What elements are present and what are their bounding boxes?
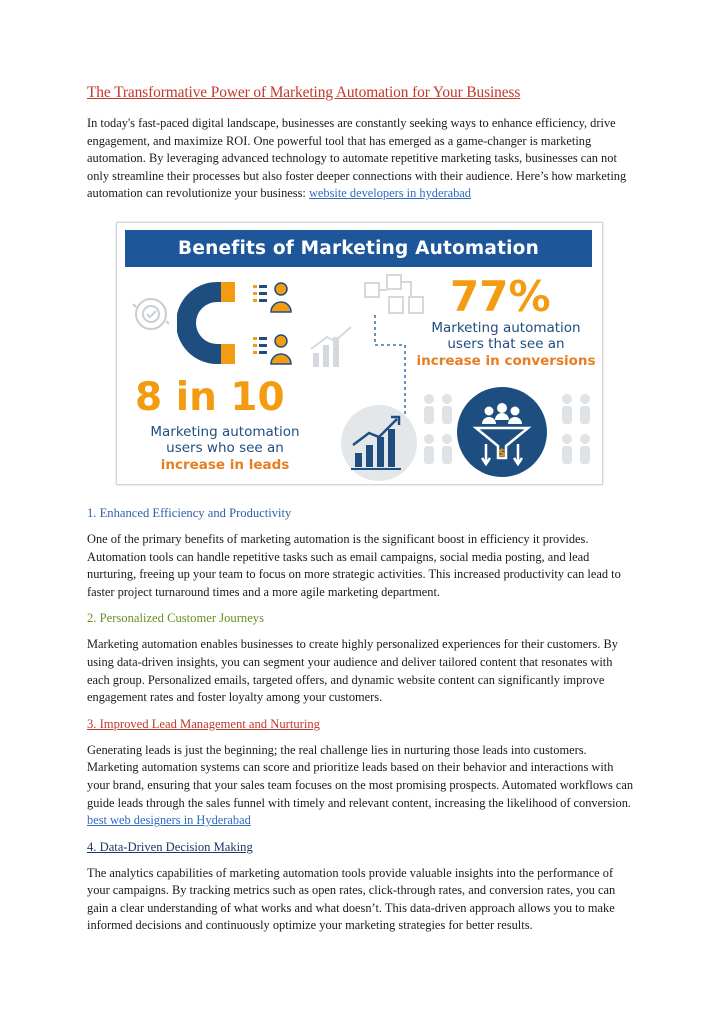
funnel-icon (456, 386, 548, 478)
stat-77-percent: 77% (450, 271, 551, 321)
bar-chart-faint-icon (307, 323, 355, 371)
stat-right-highlight: increase in conversions (416, 352, 596, 369)
intro-link[interactable]: website developers in hyderabad (308, 186, 472, 201)
magnet-icon (177, 278, 249, 368)
section-3-heading: 3. Improved Lead Management and Nurturing (87, 716, 320, 731)
section-2-heading: 2. Personalized Customer Journeys (87, 611, 264, 626)
section-3-text: Generating leads is just the beginning; the real challenge lies in nurturing those leads into customers. Marketing automation systems can score and prioritize leads based on their behavior and interactions with your brand, ensuring that your sales team focuses on the most promising prospects. Automated workflows can guide leads through the sales funnel with timely and relevant content, increasing the likelihood of conversion. (87, 742, 634, 810)
stat-8-in-10: 8 in 10 (135, 374, 285, 420)
infographic (116, 222, 603, 485)
section-4-body: The analytics capabilities of marketing automation tools provide valuable insights into the performance of your campaigns. By tracking metrics such as open rates, click-through rates, and conversion rates, you can gain a clear understanding of what works and what doesn’t. This data-driven approach allows you to make informed decisions and continuously optimize your marketing strategies for better results. (87, 865, 616, 933)
lead-person-icon (253, 332, 293, 366)
infographic-title: Benefits of Marketing Automation (125, 230, 592, 267)
article-title: The Transformative Power of Marketing Automation for Your Business (87, 84, 521, 101)
intro-paragraph (87, 115, 635, 203)
intro-text: In today's fast-paced digital landscape, businesses are constantly seeking ways to enhance efficiency, drive engagement, and maximize ROI. One powerful tool that has emerged as a game-changer is marketing automation. By leveraging advanced technology to automate repetitive marketing tasks, businesses can not only streamline their processes but also foster deeper connections with their audience. Here’s how marketing automation can revolutionize your business: (87, 116, 627, 201)
process-cycle-icon (131, 293, 171, 335)
section-3-body (87, 742, 635, 830)
section-3-link[interactable]: best web designers in Hyderabad (87, 813, 251, 828)
growth-chart-icon (339, 403, 419, 483)
stat-right-caption-line1: Marketing automation (431, 319, 581, 336)
network-faint-icon (363, 273, 425, 317)
stat-right-caption-line2: users that see an (447, 336, 565, 353)
section-1-body: One of the primary benefits of marketing automation is the significant boost in efficiency it provides. Automation tools can handle repetitive tasks such as email campaigns, social media posting, and lead nurturing, freeing up your team to focus on more strategic activities. This increased productivity can lead to faster project turnaround times and a more agile marketing department. (87, 531, 621, 599)
section-1-heading: 1. Enhanced Efficiency and Productivity (87, 505, 292, 520)
document-page (87, 84, 635, 935)
section-2-body: Marketing automation enables businesses to create highly personalized experiences for their customers. By using data-driven insights, you can segment your audience and deliver tailored content that resonates with each group. Personalized emails, targeted offers, and dynamic website content can significantly improve engagement rates and foster loyalty among your customers. (87, 637, 618, 705)
stat-right-caption (415, 320, 597, 370)
section-4-heading: 4. Data-Driven Decision Making (87, 839, 253, 854)
stat-left-caption-line1: Marketing automation (150, 423, 300, 440)
dollar-sign: $ (498, 445, 506, 459)
stat-left-caption-line2: users who see an (166, 440, 284, 457)
stat-left-highlight: increase in leads (160, 456, 290, 473)
stat-left-caption (129, 424, 321, 474)
lead-person-icon (253, 280, 293, 314)
dashed-connector (371, 313, 411, 417)
